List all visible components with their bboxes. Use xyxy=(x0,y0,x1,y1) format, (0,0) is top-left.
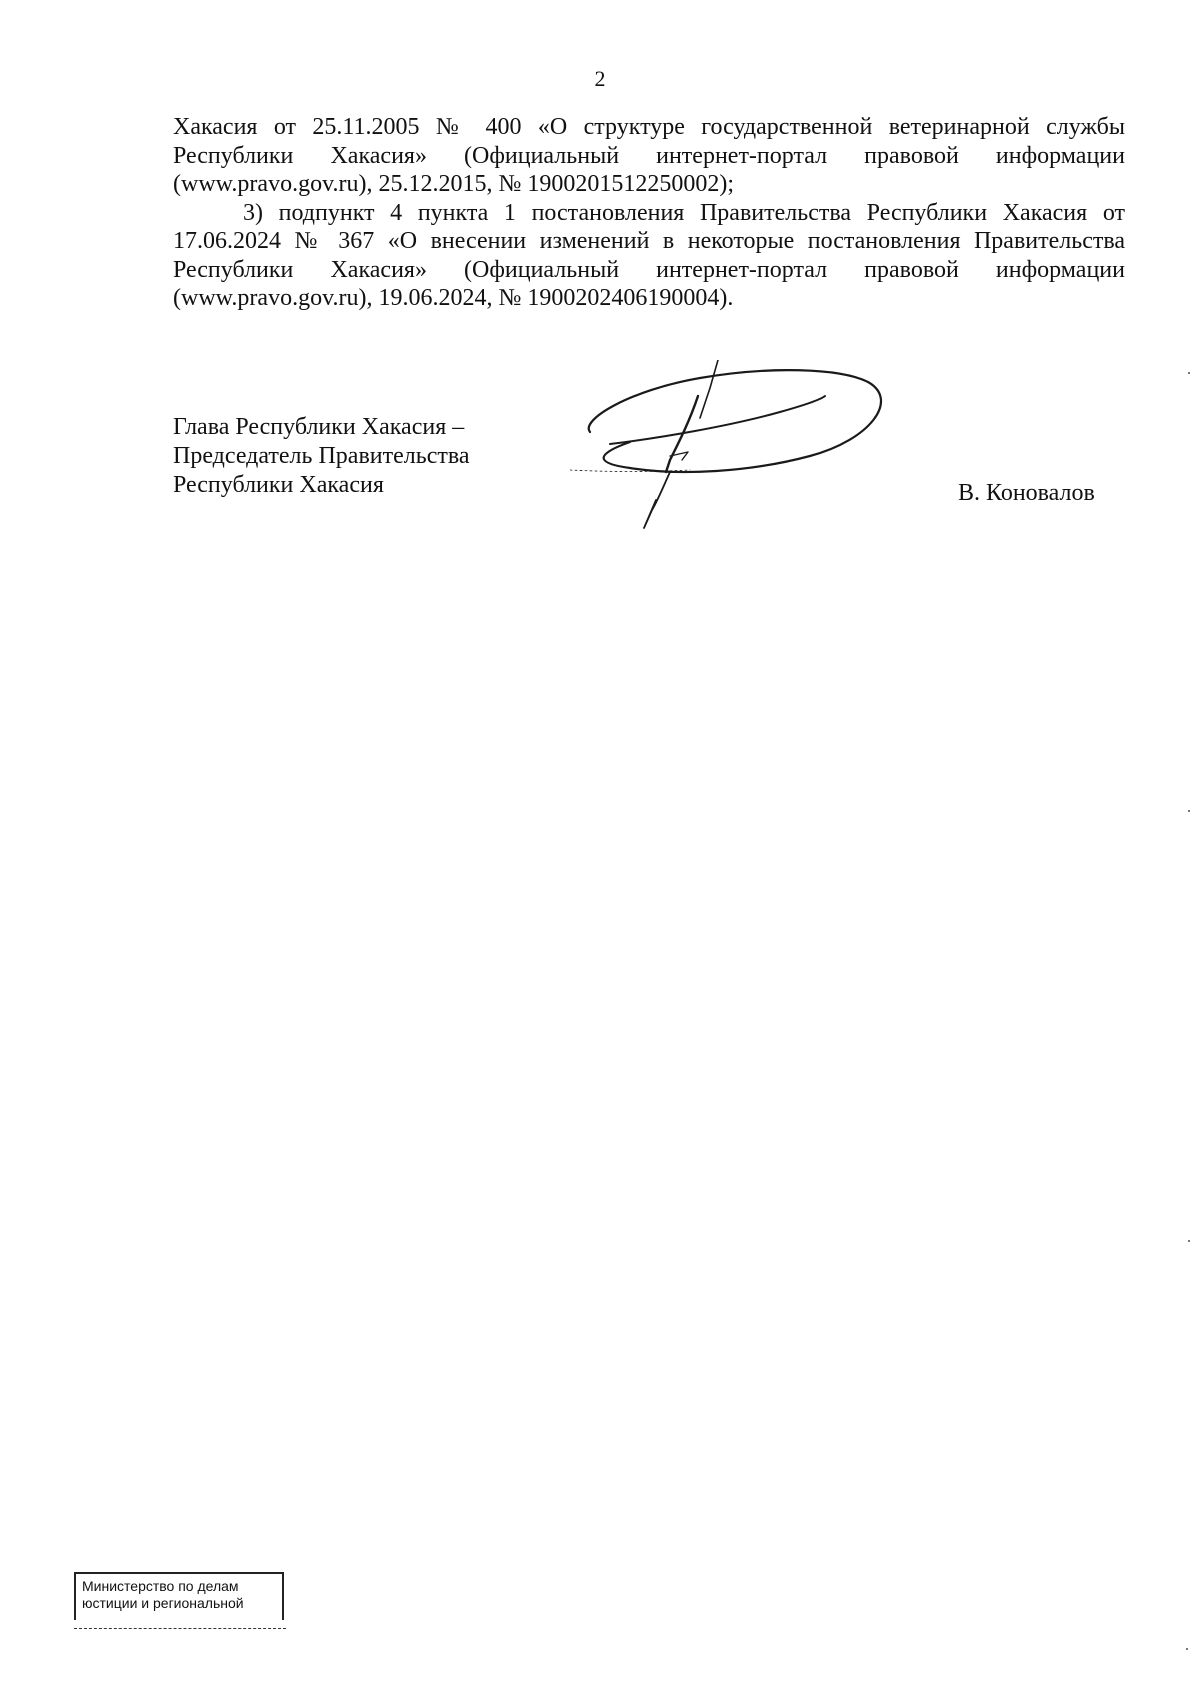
stamp-line: Министерство по делам xyxy=(82,1578,239,1594)
stamp-underline xyxy=(74,1628,286,1629)
signatory-title-line: Председатель Правительства xyxy=(173,443,470,469)
signatory-title-line: Республики Хакасия xyxy=(173,472,384,498)
ministry-stamp xyxy=(74,1572,284,1620)
handwritten-signature xyxy=(570,360,890,560)
scan-speck xyxy=(1186,1648,1188,1650)
paragraph-continuation: Хакасия от 25.11.2005 № 400 «О структуре государственной ветеринарной службы Республики Хакасия» (Официальный интернет-портал правовой информации (www.pravo.gov.ru), 25.12.2015, № 1900201512250002); xyxy=(173,114,1125,197)
scan-speck xyxy=(1188,372,1190,374)
scan-speck xyxy=(1188,1240,1190,1242)
stamp-line: юстиции и региональной xyxy=(82,1595,244,1611)
signatory-title xyxy=(173,413,470,500)
page-number: 2 xyxy=(594,66,606,91)
paragraph-item-3: 3) подпункт 4 пункта 1 постановления Правительства Республики Хакасия от 17.06.2024 № 367 «О внесении изменений в некоторые постановления Правительства Республики Хакасия» (Официальный интернет-портал правовой информации (www.pravo.gov.ru), 19.06.2024, № 1900202406190004). xyxy=(173,199,1125,311)
document-body xyxy=(173,113,1125,313)
signatory-title-line: Глава Республики Хакасия – xyxy=(173,414,465,440)
signer-name: В. Коновалов xyxy=(958,480,1095,506)
scan-speck xyxy=(1188,810,1190,812)
